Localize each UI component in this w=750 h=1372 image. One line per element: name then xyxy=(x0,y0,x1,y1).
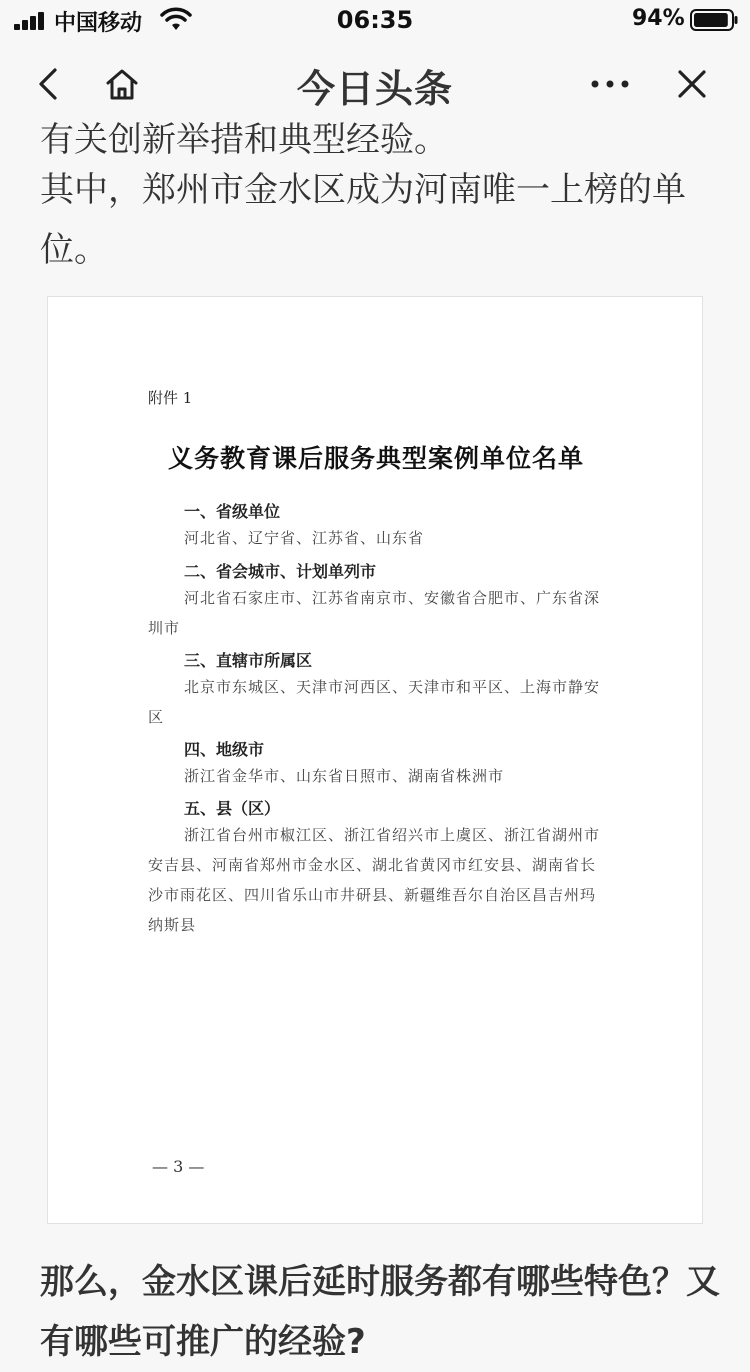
battery-percent: 94% xyxy=(632,6,685,31)
section-heading: 三、直辖市所属区 xyxy=(184,651,313,670)
document-title: 义务教育课后服务典型案例单位名单 xyxy=(167,444,584,473)
article-paragraph: 那么，金水区课后延时服务都有哪些特色？又有哪些可推广的经验? xyxy=(40,1262,720,1362)
section-heading: 一、省级单位 xyxy=(184,502,281,521)
section-heading: 二、省会城市、计划单列市 xyxy=(184,562,377,581)
more-button[interactable] xyxy=(588,64,632,104)
article-content xyxy=(0,120,750,1362)
article-paragraph: 其中，郑州市金水区成为河南唯一上榜的单位。 xyxy=(40,170,686,270)
page-title: 今日头条 xyxy=(296,67,453,111)
page-number: — 3 — xyxy=(152,1157,205,1176)
battery-icon xyxy=(690,9,738,31)
article-partial-line: 有关创新举措和典型经验。 xyxy=(40,120,448,160)
section-body: 北京市东城区、天津市河西区、天津市和平区、上海市静安区 xyxy=(148,678,601,726)
close-icon xyxy=(677,69,707,99)
attachment-label: 附件 1 xyxy=(148,389,193,407)
document-page xyxy=(48,297,704,1225)
section-body: 浙江省台州市椒江区、浙江省绍兴市上虞区、浙江省湖州市安吉县、河南省郑州市金水区、湖北省黄冈市红安县、湖南省长沙市雨花区、四川省乐山市井研县、新疆维吾尔自治区昌吉州玛纳斯县 xyxy=(148,826,601,934)
section-body: 河北省石家庄市、江苏省南京市、安徽省合肥市、广东省深圳市 xyxy=(148,589,601,637)
document-image[interactable] xyxy=(47,296,703,1224)
section-body: 河北省、辽宁省、江苏省、山东省 xyxy=(184,529,425,547)
carrier-name: 中国移动 xyxy=(54,11,143,36)
section-heading: 五、县（区） xyxy=(184,799,281,818)
status-bar xyxy=(0,0,750,40)
clock: 06:35 xyxy=(336,6,414,34)
section-heading: 四、地级市 xyxy=(184,740,265,759)
more-dots-icon xyxy=(590,79,630,89)
section-body: 浙江省金华市、山东省日照市、湖南省株洲市 xyxy=(184,767,505,785)
close-button[interactable] xyxy=(672,64,712,104)
